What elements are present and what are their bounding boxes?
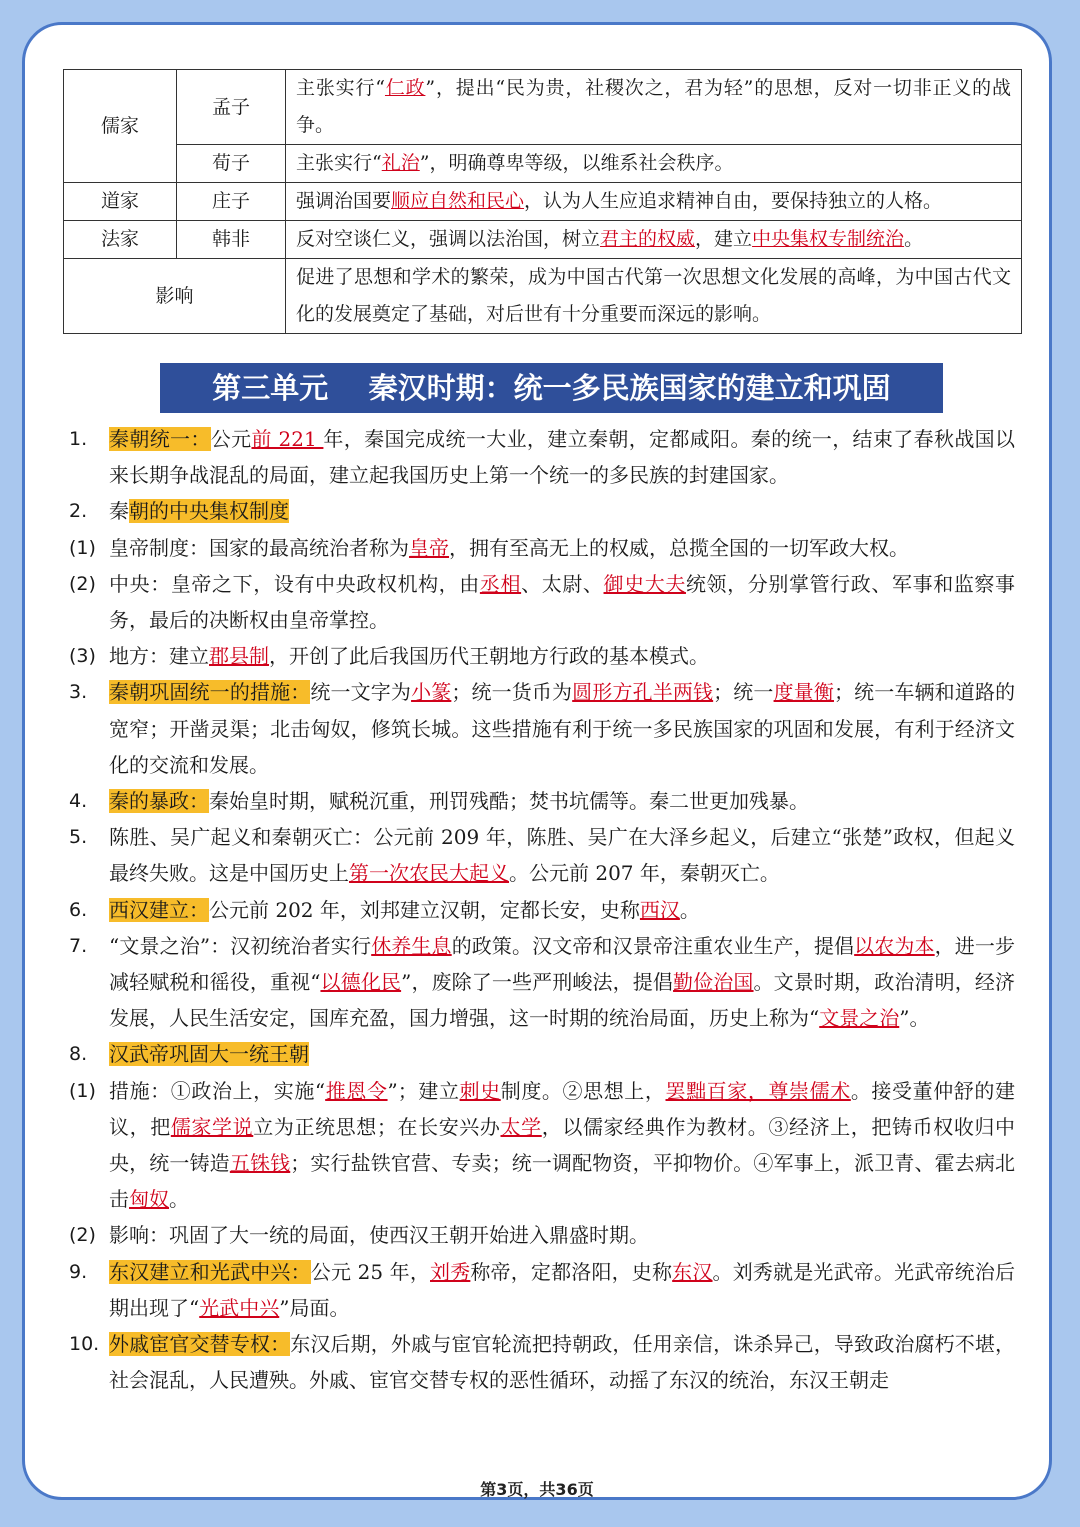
text-run: ，认为人生应追求精神自由，要保持独立的人格。	[524, 190, 943, 212]
text-run: 。	[679, 897, 700, 922]
text-run: 中央：皇帝之下，设有中央政权机构，由	[109, 571, 480, 596]
key-term: 儒家学说	[170, 1114, 254, 1139]
person-cell: 孟子	[177, 70, 286, 145]
text-run: 东汉后期，外戚与宦官轮流把持朝政，任用亲信，诛杀异己，导致政治腐朽不堪，社会混乱，人民遭殃。外戚、宦官交替专权的恶性循环，动摇了东汉的统治，东汉王朝走	[109, 1332, 1016, 1393]
highlighted-heading: 朝的中央集权制度	[129, 499, 289, 524]
text-run: ；统一	[713, 680, 774, 705]
list-item	[63, 1036, 1015, 1072]
notes-list	[63, 421, 1015, 1398]
list-item	[63, 928, 1015, 1037]
text-run: “文景之治”：汉初统治者实行	[109, 933, 372, 958]
text-run: ，进一步减轻赋税和徭役，重视“	[109, 933, 1016, 995]
highlighted-heading: 秦朝巩固统一的措施：	[109, 680, 311, 705]
highlighted-heading: 外戚宦官交替专权：	[109, 1332, 291, 1357]
key-term: 东汉	[672, 1259, 713, 1284]
key-term: 太学	[500, 1114, 542, 1139]
item-number: 3.	[69, 681, 88, 704]
highlighted-heading: 东汉建立和光武中兴：	[109, 1259, 311, 1284]
item-number: 7.	[69, 934, 88, 957]
key-term: 君主的权威	[600, 228, 696, 250]
text-run: 。接受董仲舒的建议，把	[109, 1078, 1015, 1139]
item-number: 6.	[69, 898, 88, 921]
text-run: 。刘秀就是光武帝。光武帝统治后期出现了“	[109, 1259, 1016, 1320]
content-cell	[286, 183, 1022, 221]
text-run: ”，提出“民为贵，社稷次之，君为轻”的思想，反对一切非正义的战争。	[296, 77, 1011, 136]
list-item	[63, 674, 1015, 783]
key-term: 圆形方孔半两钱	[572, 680, 714, 705]
key-term: 礼治	[381, 152, 420, 174]
key-term: 丞相	[479, 571, 522, 596]
list-item	[63, 1217, 1015, 1253]
text-run: 。文景时期，政治清明，经济发展，人民生活安定，国库充盈，国力增强，这一时期的统治局面，历史上称为“	[109, 970, 1016, 1031]
document-page	[22, 22, 1052, 1500]
unit-title-banner: 第三单元 秦汉时期：统一多民族国家的建立和巩固	[160, 363, 943, 413]
text-run: 。	[904, 228, 924, 250]
item-number: (2)	[69, 572, 96, 595]
text-run: ，拥有至高无上的权威，总揽全国的一切军政大权。	[449, 535, 909, 560]
text-run: 公元 25 年，	[310, 1259, 431, 1284]
key-term: 文景之治	[819, 1006, 900, 1031]
key-term: 仁政	[384, 77, 426, 99]
text-run: 皇帝制度：国家的最高统治者称为	[109, 535, 409, 560]
schools-table	[63, 69, 1022, 334]
content-cell	[286, 145, 1022, 183]
item-number: (3)	[69, 645, 96, 668]
key-term: 小篆	[411, 680, 452, 705]
text-run: 地方：建立	[109, 644, 209, 669]
highlighted-heading: 西汉建立：	[109, 897, 209, 922]
list-item	[63, 566, 1015, 638]
text-run: 主张实行“	[296, 152, 382, 174]
text-run: 公元	[210, 427, 252, 451]
page-number: 第3页，共36页	[480, 1480, 594, 1499]
key-term: 推恩令	[325, 1078, 388, 1103]
table-row	[64, 145, 1022, 183]
highlighted-heading: 秦朝统一：	[109, 427, 211, 451]
table-row	[64, 221, 1022, 259]
text-run: 。公元前 207 年，秦朝灭亡。	[509, 861, 780, 886]
content-cell	[286, 221, 1022, 259]
table-row	[64, 259, 1022, 334]
key-term: 西汉	[639, 897, 680, 922]
key-term: 顺应自然和民心	[391, 190, 525, 212]
key-term: 五铢钱	[229, 1151, 291, 1176]
text-run: 。	[169, 1187, 189, 1212]
text-run: ，建立	[695, 228, 753, 250]
text-run: 制度。②思想上，	[500, 1078, 666, 1103]
key-term: 前 221	[251, 427, 324, 451]
key-term: 御史大夫	[603, 571, 686, 596]
highlighted-heading: 秦的暴政：	[109, 789, 209, 814]
person-cell: 荀子	[177, 145, 286, 183]
school-cell: 道家	[64, 183, 177, 221]
key-term: 中央集权专制统治	[752, 228, 905, 250]
content-cell	[286, 70, 1022, 145]
text-run: ；统一货币为	[451, 680, 573, 705]
list-item	[63, 819, 1015, 891]
key-term: 勤俭治国	[673, 970, 754, 995]
text-run: ”，明确尊卑等级，以维系社会秩序。	[419, 152, 734, 174]
key-term: 皇帝	[409, 535, 449, 560]
text-run: 、太尉、	[521, 571, 604, 596]
text-run: 的政策。汉文帝和汉景帝注重农业生产，提倡	[451, 933, 855, 958]
text-run: ，开创了此后我国历代王朝地方行政的基本模式。	[269, 644, 709, 669]
text-run: 影响：巩固了大一统的局面，使西汉王朝开始进入鼎盛时期。	[109, 1223, 649, 1248]
text-run: 陈胜、吴广起义和秦朝灭亡：公元前 209 年，陈胜、吴广在大泽乡起义，后建立“张楚”政权，但起义最终失败。这是中国历史上	[109, 825, 1015, 886]
item-number: (1)	[69, 536, 96, 559]
text-run: 强调治国要	[296, 190, 392, 212]
text-run: 秦始皇时期，赋税沉重，刑罚残酷；焚书坑儒等。秦二世更加残暴。	[209, 789, 809, 814]
text-run: ”局面。	[279, 1295, 350, 1320]
item-number: 2.	[69, 500, 88, 523]
text-run: 措施：①政治上，实施“	[109, 1078, 326, 1103]
content-cell	[286, 259, 1022, 334]
item-number: 10.	[69, 1333, 100, 1356]
text-run: 称帝，定都洛阳，史称	[470, 1259, 673, 1284]
text-run: ”；建立	[387, 1078, 460, 1103]
text-run: ；统一车辆和道路的宽窄；开凿灵渠；北击匈奴，修筑长城。这些措施有利于统一多民族国家的巩固和发展，有利于经济文化的交流和发展。	[109, 680, 1016, 777]
key-term: 第一次农民大起义	[349, 861, 509, 886]
person-cell: 庄子	[177, 183, 286, 221]
highlighted-heading: 汉武帝巩固大一统王朝	[109, 1042, 309, 1067]
text-run: ，以儒家经典作为教材。③经济上，把铸币权收归中央，统一铸造	[109, 1114, 1016, 1176]
text-run: 主张实行“	[296, 77, 385, 99]
school-cell: 法家	[64, 221, 177, 259]
list-item	[63, 493, 1015, 529]
key-term: 刺史	[459, 1078, 501, 1103]
list-item	[63, 638, 1015, 674]
text-run: 统一文字为	[310, 680, 412, 705]
school-cell: 儒家	[64, 70, 177, 183]
text-run: 促进了思想和学术的繁荣，成为中国古代第一次思想文化发展的高峰，为中国古代文化的发展奠定了基础，对后世有十分重要而深远的影响。	[296, 266, 1011, 325]
list-item	[63, 783, 1015, 819]
list-item	[63, 1326, 1015, 1398]
key-term: 刘秀	[430, 1259, 471, 1284]
text-run: 秦	[109, 499, 129, 524]
influence-label: 影响	[64, 259, 286, 334]
text-run: 立为正统思想；在长安兴办	[253, 1114, 501, 1139]
item-number: 9.	[69, 1260, 88, 1283]
item-number: 1.	[69, 428, 88, 450]
list-item	[63, 892, 1015, 928]
text-run: ；实行盐铁官营、专卖；统一调配物资，平抑物价。④军事上，派卫青、霍去病北击	[109, 1151, 1016, 1212]
key-term: 度量衡	[773, 680, 834, 705]
item-number: (2)	[69, 1224, 96, 1247]
text-run: 统领，分别掌管行政、军事和监察事务，最后的决断权由皇帝掌控。	[109, 571, 1016, 633]
person-cell: 韩非	[177, 221, 286, 259]
item-number: (1)	[69, 1079, 96, 1102]
table-row	[64, 183, 1022, 221]
table-row	[64, 70, 1022, 145]
key-term: 匈奴	[129, 1187, 169, 1212]
text-run: ”。	[899, 1006, 930, 1031]
text-run: 反对空谈仁义，强调以法治国，树立	[296, 228, 601, 250]
key-term: 休养生息	[371, 933, 452, 958]
item-number: 5.	[69, 826, 88, 849]
key-term: 郡县制	[209, 644, 269, 669]
list-item	[63, 1254, 1015, 1326]
key-term: 罢黜百家，尊崇儒术	[665, 1078, 851, 1103]
key-term: 以德化民	[320, 970, 402, 995]
key-term: 光武中兴	[199, 1295, 280, 1320]
list-item	[63, 1073, 1015, 1218]
text-run: 公元前 202 年，刘邦建立汉朝，定都长安，史称	[209, 897, 640, 922]
key-term: 以农为本	[854, 933, 935, 958]
list-item	[63, 421, 1015, 493]
item-number: 4.	[69, 790, 88, 813]
text-run: 年，秦国完成统一大业，建立秦朝，定都咸阳。秦的统一，结束了春秋战国以来长期争战混乱的局面，建立起我国历史上第一个统一的多民族的封建国家。	[109, 427, 1016, 488]
text-run: ”，废除了一些严刑峻法，提倡	[401, 970, 674, 995]
item-number: 8.	[69, 1043, 88, 1066]
list-item	[63, 530, 1015, 566]
